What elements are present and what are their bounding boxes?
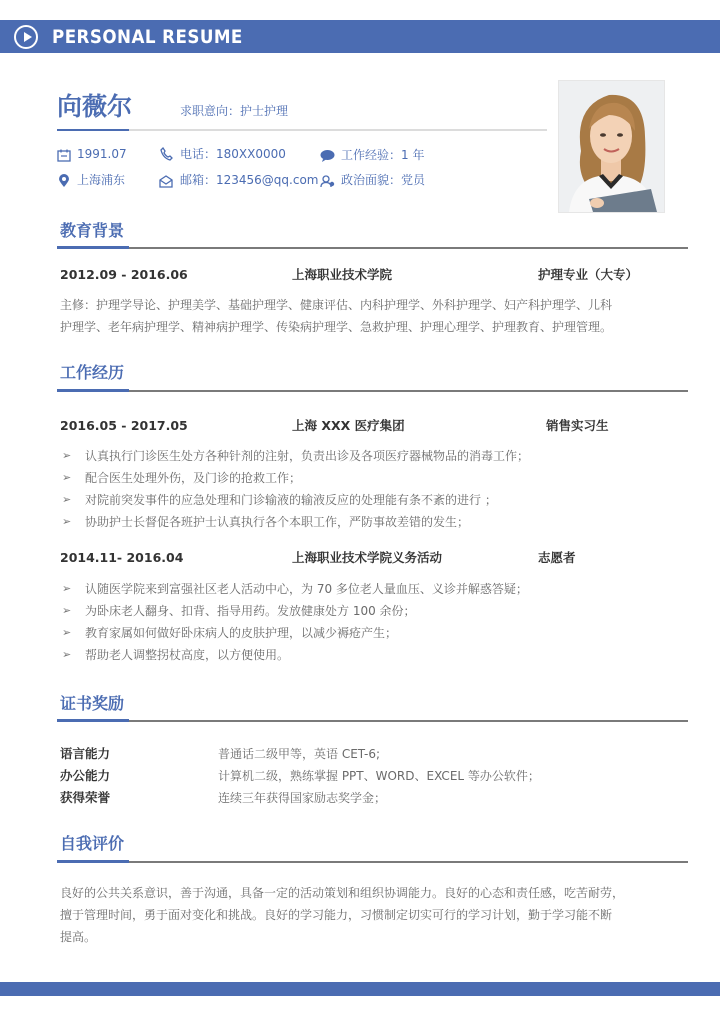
list-item: 认随医学院来到富强社区老人活动中心，为 70 多位老人量血压、义诊并解惑答疑； (85, 582, 528, 596)
edu-courses-line2: 护理学、老年病护理学、精神病护理学、传染病护理学、急救护理、护理心理学、护理教育、护理管理。 (60, 320, 613, 334)
chat-icon (320, 147, 335, 166)
location-icon (58, 173, 70, 192)
list-item: 帮助老人调整拐杖高度，以方便使用。 (85, 648, 290, 662)
section-divider (57, 720, 688, 722)
arrow-bullet-icon: ➢ (62, 493, 72, 506)
job-period: 2016.05 - 2017.05 (60, 418, 188, 433)
section-divider-accent (57, 246, 129, 249)
play-icon (14, 25, 38, 49)
section-divider-accent (57, 719, 129, 722)
header-divider (57, 129, 547, 131)
job-role: 销售实习生 (546, 418, 609, 433)
cert-value: 计算机二级，熟练掌握 PPT、WORD、EXCEL 等办公软件； (218, 769, 540, 783)
self-eval-line3: 提高。 (60, 930, 97, 944)
list-item: 配合医生处理外伤，及门诊的抢救工作； (85, 471, 302, 485)
list-item: 认真执行门诊医生处方各种针剂的注射，负责出诊及各项医疗器械物品的消毒工作； (85, 449, 530, 463)
section-divider (57, 861, 688, 863)
location: 上海浦东 (77, 173, 126, 187)
job-org: 上海职业技术学院义务活动 (292, 550, 443, 565)
banner-title: PERSONAL RESUME (52, 26, 243, 48)
section-divider-accent (57, 389, 129, 392)
job-period: 2014.11- 2016.04 (60, 550, 184, 565)
bottom-banner (0, 982, 720, 996)
phone: 电话：180XX0000 (180, 147, 286, 161)
person-name: 向薇尔 (57, 92, 133, 121)
arrow-bullet-icon: ➢ (62, 604, 72, 617)
cert-value: 普通话二级甲等，英语 CET-6; (218, 747, 381, 761)
job-role: 志愿者 (538, 550, 576, 565)
mail-icon (159, 173, 173, 192)
calendar-icon (57, 147, 71, 166)
job-org: 上海 XXX 医疗集团 (292, 418, 405, 433)
section-title-self: 自我评价 (60, 834, 125, 853)
list-item: 教育家属如何做好卧床病人的皮肤护理，以减少褥疮产生； (85, 626, 398, 640)
self-eval-line1: 良好的公共关系意识，善于沟通，具备一定的活动策划和组织协调能力。良好的心态和责任感，吃苦耐劳， (60, 886, 625, 900)
arrow-bullet-icon: ➢ (62, 648, 72, 661)
section-divider-accent (57, 860, 129, 863)
cert-label: 办公能力 (60, 768, 111, 783)
section-divider (57, 390, 688, 392)
edu-major: 护理专业（大专） (538, 267, 639, 282)
arrow-bullet-icon: ➢ (62, 582, 72, 595)
header-divider-accent (57, 129, 129, 131)
political-status: 政治面貌：党员 (341, 173, 426, 187)
work-experience: 工作经验：1 年 (341, 148, 425, 162)
cert-value: 连续三年获得国家励志奖学金； (218, 791, 387, 805)
list-item: 为卧床老人翻身、扣背、指导用药。发放健康处方 100 余份； (85, 604, 416, 618)
arrow-bullet-icon: ➢ (62, 471, 72, 484)
user-icon (320, 173, 335, 192)
section-title-education: 教育背景 (60, 221, 125, 240)
edu-courses-line1: 主修：护理学导论、护理美学、基础护理学、健康评估、内科护理学、外科护理学、妇产科护理学、儿科 (60, 298, 613, 312)
job-intent: 求职意向：护士护理 (180, 104, 289, 118)
cert-label: 获得荣誉 (60, 790, 111, 805)
phone-icon (160, 146, 173, 165)
email: 邮箱：123456@qq.com (180, 173, 319, 187)
edu-period: 2012.09 - 2016.06 (60, 267, 188, 282)
arrow-bullet-icon: ➢ (62, 515, 72, 528)
section-title-certs: 证书奖励 (60, 694, 125, 713)
profile-photo (558, 80, 665, 213)
edu-school: 上海职业技术学院 (292, 267, 393, 282)
list-item: 对院前突发事件的应急处理和门诊输液的输液反应的处理能有条不紊的进行 ； (85, 493, 497, 507)
self-eval-line2: 擅于管理时间，勇于面对变化和挑战。良好的学习能力，习惯制定切实可行的学习计划，勤于学习能不断 (60, 908, 613, 922)
section-divider (57, 247, 688, 249)
arrow-bullet-icon: ➢ (62, 626, 72, 639)
cert-label: 语言能力 (60, 746, 111, 761)
section-title-work: 工作经历 (60, 363, 125, 382)
arrow-bullet-icon: ➢ (62, 449, 72, 462)
birth-date: 1991.07 (77, 147, 127, 161)
list-item: 协助护士长督促各班护士认真执行各个本职工作，严防事故差错的发生； (85, 515, 470, 529)
